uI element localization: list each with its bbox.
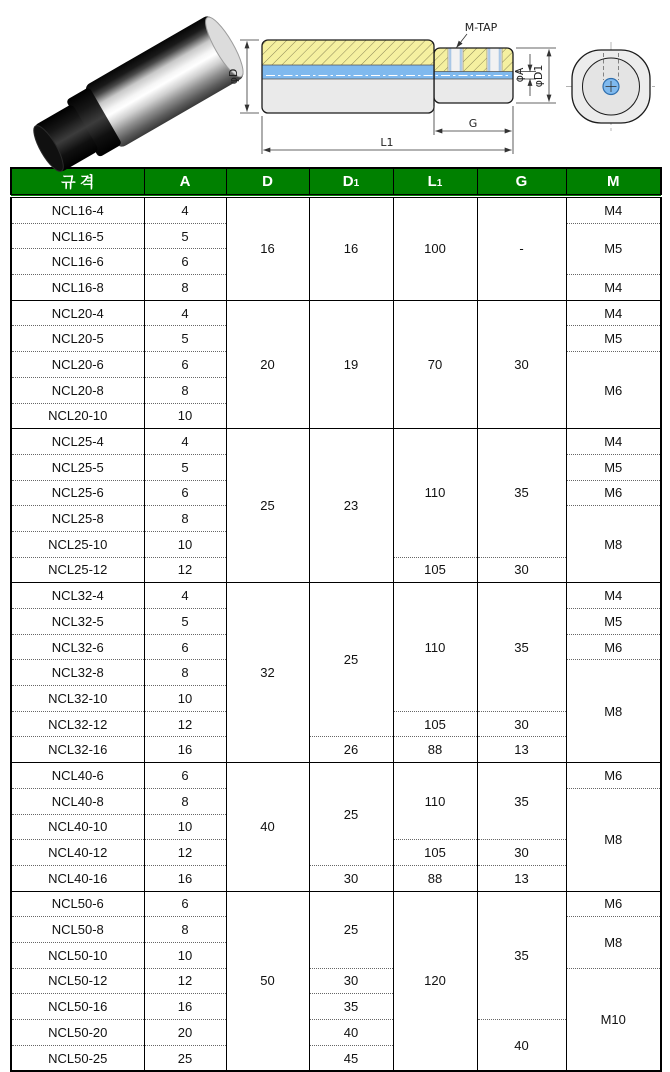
cell-a: 8: [144, 917, 226, 943]
cell-spec: NCL20-6: [11, 352, 144, 378]
cell-m: M4: [566, 196, 661, 223]
cell-d1: 40: [309, 1020, 393, 1046]
cell-l1: 110: [393, 429, 477, 557]
cell-a: 6: [144, 634, 226, 660]
col-header-d1: D1: [309, 168, 393, 196]
cell-d1: 23: [309, 429, 393, 583]
cell-spec: NCL25-5: [11, 454, 144, 480]
cell-a: 6: [144, 763, 226, 789]
cell-a: 20: [144, 1020, 226, 1046]
cell-l1: 100: [393, 196, 477, 300]
cell-spec: NCL32-5: [11, 609, 144, 635]
col-header-g: G: [477, 168, 566, 196]
cell-d: 32: [226, 583, 309, 763]
cell-a: 16: [144, 865, 226, 891]
col-header-m: M: [566, 168, 661, 196]
cell-m: M6: [566, 480, 661, 506]
cell-a: 4: [144, 196, 226, 223]
cell-m: M8: [566, 660, 661, 763]
cell-a: 10: [144, 403, 226, 429]
cell-spec: NCL40-10: [11, 814, 144, 840]
cell-m: M5: [566, 326, 661, 352]
cell-a: 4: [144, 300, 226, 326]
cell-m: M8: [566, 788, 661, 891]
cell-a: 8: [144, 788, 226, 814]
cell-m: M5: [566, 223, 661, 274]
technical-drawing: [0, 0, 670, 167]
col-header-l1: L1: [393, 168, 477, 196]
cell-a: 12: [144, 968, 226, 994]
cell-spec: NCL50-10: [11, 942, 144, 968]
cell-a: 5: [144, 454, 226, 480]
cell-m: M5: [566, 454, 661, 480]
cell-spec: NCL40-12: [11, 840, 144, 866]
cell-m: M10: [566, 968, 661, 1071]
cell-l1: 110: [393, 583, 477, 711]
cell-m: M4: [566, 583, 661, 609]
product-photo: [24, 11, 251, 183]
cell-g: 40: [477, 1020, 566, 1072]
bore-section-large: [262, 65, 434, 79]
table-row: [11, 763, 661, 789]
cell-spec: NCL16-8: [11, 275, 144, 301]
dim-label-g: G: [468, 117, 478, 130]
cell-m: M8: [566, 506, 661, 583]
cell-m: M4: [566, 275, 661, 301]
cell-spec: NCL50-12: [11, 968, 144, 994]
cell-spec: NCL25-6: [11, 480, 144, 506]
cell-a: 10: [144, 531, 226, 557]
cell-spec: NCL32-10: [11, 686, 144, 712]
cell-spec: NCL32-16: [11, 737, 144, 763]
cell-spec: NCL50-16: [11, 994, 144, 1020]
col-header-spec: 규 격: [11, 168, 144, 196]
cell-a: 10: [144, 942, 226, 968]
cell-spec: NCL40-6: [11, 763, 144, 789]
cell-m: M8: [566, 917, 661, 968]
cell-a: 8: [144, 506, 226, 532]
cell-l1: 105: [393, 840, 477, 866]
cell-g: 30: [477, 300, 566, 428]
cell-l1: 70: [393, 300, 477, 428]
cell-m: M6: [566, 891, 661, 917]
cell-spec: NCL25-10: [11, 531, 144, 557]
cell-a: 6: [144, 891, 226, 917]
cell-a: 8: [144, 275, 226, 301]
dim-label-phi-d: φD: [227, 68, 240, 85]
cell-g: 13: [477, 737, 566, 763]
header-row: [11, 168, 661, 196]
cell-d: 25: [226, 429, 309, 583]
cell-a: 6: [144, 480, 226, 506]
cell-d: 16: [226, 196, 309, 300]
cell-g: 35: [477, 583, 566, 711]
cell-a: 16: [144, 737, 226, 763]
cell-l1: 105: [393, 711, 477, 737]
dim-label-l1: L1: [380, 136, 394, 149]
table-row: [11, 891, 661, 917]
cell-a: 25: [144, 1045, 226, 1071]
cell-l1: 120: [393, 891, 477, 1071]
cell-spec: NCL32-8: [11, 660, 144, 686]
section-large-body: [262, 40, 434, 113]
cell-spec: NCL25-4: [11, 429, 144, 455]
cell-d1: 30: [309, 865, 393, 891]
cell-g: 35: [477, 429, 566, 557]
end-view: [566, 42, 657, 131]
cell-g: 30: [477, 711, 566, 737]
cell-a: 4: [144, 583, 226, 609]
table-row: [11, 196, 661, 223]
cell-spec: NCL20-8: [11, 377, 144, 403]
cell-spec: NCL32-12: [11, 711, 144, 737]
cell-d1: 25: [309, 763, 393, 866]
cell-a: 5: [144, 609, 226, 635]
cell-d: 40: [226, 763, 309, 891]
col-header-d: D: [226, 168, 309, 196]
cell-m: M6: [566, 634, 661, 660]
cell-d: 20: [226, 300, 309, 428]
cell-m: M4: [566, 300, 661, 326]
table-row: [11, 737, 661, 763]
dim-label-m-tap: M-TAP: [464, 21, 498, 34]
cell-d1: 16: [309, 196, 393, 300]
cell-l1: 88: [393, 737, 477, 763]
cell-d1: 19: [309, 300, 393, 428]
cell-l1: 110: [393, 763, 477, 840]
cell-l1: 88: [393, 865, 477, 891]
table-row: [11, 300, 661, 326]
cell-spec: NCL50-20: [11, 1020, 144, 1046]
cell-a: 6: [144, 249, 226, 275]
cell-a: 5: [144, 326, 226, 352]
cell-spec: NCL40-16: [11, 865, 144, 891]
cell-a: 4: [144, 429, 226, 455]
cell-spec: NCL50-8: [11, 917, 144, 943]
cell-spec: NCL20-5: [11, 326, 144, 352]
cell-spec: NCL32-6: [11, 634, 144, 660]
cell-d1: 45: [309, 1045, 393, 1071]
cell-a: 10: [144, 814, 226, 840]
cell-m: M5: [566, 609, 661, 635]
cell-a: 8: [144, 660, 226, 686]
spec-table: [10, 167, 662, 1072]
cell-spec: NCL20-4: [11, 300, 144, 326]
cell-a: 16: [144, 994, 226, 1020]
cell-g: 35: [477, 891, 566, 1019]
col-header-a: A: [144, 168, 226, 196]
cell-g: -: [477, 196, 566, 300]
cell-spec: NCL16-6: [11, 249, 144, 275]
cell-d1: 25: [309, 583, 393, 737]
cell-spec: NCL25-8: [11, 506, 144, 532]
spec-table-body: [11, 196, 661, 1071]
cell-d1: 35: [309, 994, 393, 1020]
table-row: [11, 429, 661, 455]
cell-g: 30: [477, 557, 566, 583]
cell-spec: NCL16-4: [11, 196, 144, 223]
cell-m: M4: [566, 429, 661, 455]
cell-spec: NCL50-25: [11, 1045, 144, 1071]
cell-spec: NCL20-10: [11, 403, 144, 429]
cell-d1: 25: [309, 891, 393, 968]
cell-a: 10: [144, 686, 226, 712]
cell-d1: 26: [309, 737, 393, 763]
cell-spec: NCL25-12: [11, 557, 144, 583]
dim-label-phi-d1: φD1: [532, 64, 545, 88]
cell-spec: NCL50-6: [11, 891, 144, 917]
cell-d: 50: [226, 891, 309, 1071]
cell-m: M6: [566, 352, 661, 429]
cell-spec: NCL16-5: [11, 223, 144, 249]
cell-a: 8: [144, 377, 226, 403]
cell-g: 13: [477, 865, 566, 891]
cell-a: 5: [144, 223, 226, 249]
cell-a: 12: [144, 840, 226, 866]
table-row: [11, 1020, 661, 1046]
cell-a: 12: [144, 557, 226, 583]
table-row: [11, 865, 661, 891]
cell-a: 12: [144, 711, 226, 737]
cell-g: 30: [477, 840, 566, 866]
cell-a: 6: [144, 352, 226, 378]
cell-d1: 30: [309, 968, 393, 994]
cell-g: 35: [477, 763, 566, 840]
cell-m: M6: [566, 763, 661, 789]
cell-l1: 105: [393, 557, 477, 583]
dim-label-phi-a: φA: [513, 67, 526, 83]
cell-spec: NCL40-8: [11, 788, 144, 814]
table-row: [11, 583, 661, 609]
cell-spec: NCL32-4: [11, 583, 144, 609]
